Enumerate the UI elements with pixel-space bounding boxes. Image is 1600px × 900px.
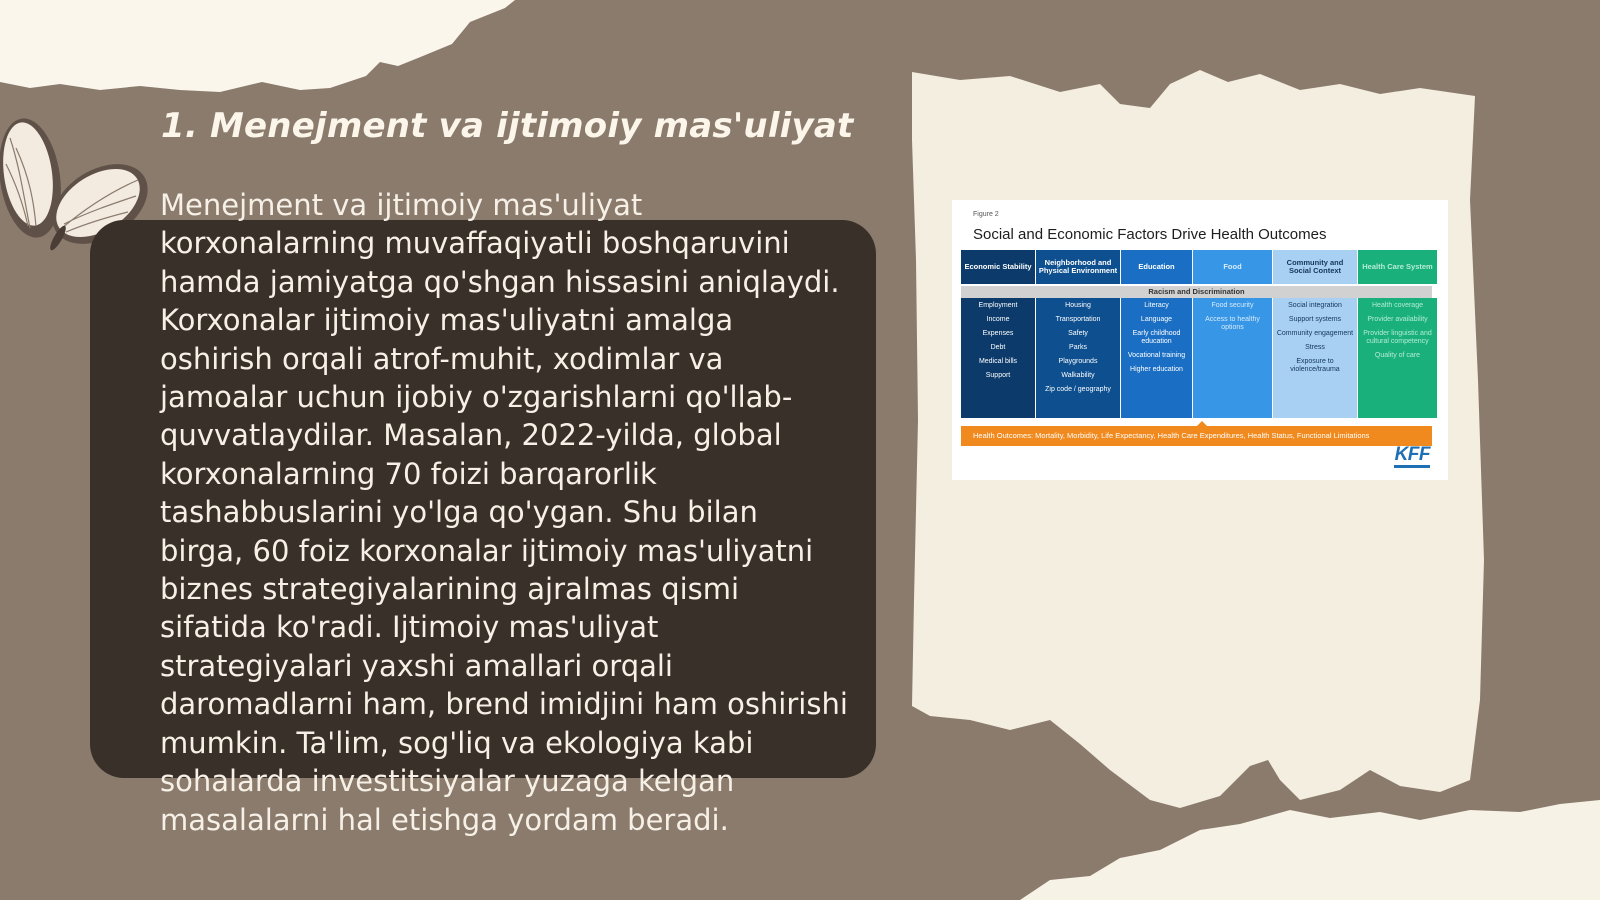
figure-column-item: Exposure to violence/trauma [1290,358,1340,374]
figure-column-item: Transportation [1055,316,1101,324]
kff-logo-underline [1394,465,1430,468]
figure-column-item: Stress [1305,344,1325,352]
figure-column-body [1036,298,1120,418]
figure-column-item: Safety [1068,330,1088,338]
slide-body-text: Menejment va ijtimoiy mas'uliyat korxonalarning muvaffaqiyatli boshqaruvini hamda jamiyatga qo'shgan hissasini aniqlaydi. Korxonalar ijtimoiy mas'uliyatni amalga oshirish orqali atrof-muhit, xodimlar va jamoalar uchun ijobiy o'zgarishlarni qo'llab-quvvatlaydilar. Masalan, 2022-yilda, global korxonalarning 70 foizi barqarorlik tashabbuslarini yo'lga qo'ygan. Shu bilan birga, 60 foiz korxonalar ijtimoiy mas'uliyatni biznes strategiyalarining ajralmas qismi sifatida ko'radi. Ijtimoiy mas'uliyat strategiyalari yaxshi amallari orqali daromadlarni ham, brend imidjini ham oshirishi mumkin. Ta'lim, sog'liq va ekologiya kabi sohalarda investitsiyalar yuzaga kelgan masalalarni hal etishga yordam beradi. [160,188,848,837]
racism-band: Racism and Discrimination [961,286,1432,298]
figure-column-item: Access to healthy options [1205,316,1260,332]
kff-logo: KFF [1394,444,1430,465]
figure-column-header: Health Care System [1358,250,1437,284]
figure-column-item: Social integration [1288,302,1342,309]
figure-column-body [1358,298,1437,418]
figure-column-item: Support [985,372,1011,380]
outcomes-bar: Health Outcomes: Mortality, Morbidity, Life Expectancy, Health Care Expenditures, Health Status, Functional Limitations [961,426,1432,446]
figure-column-item: Provider linguistic and cultural competency [1363,330,1432,346]
figure-column-item: Early childhood education [1132,330,1181,346]
figure-column-header: Food [1193,250,1272,284]
figure-column-item: Language [1140,316,1173,324]
figure-column-item: Playgrounds [1058,358,1098,366]
figure-column-item: Quality of care [1374,352,1421,360]
figure-card [952,200,1448,480]
figure-column-item: Support systems [1288,316,1342,324]
figure-column-body [1193,298,1272,418]
figure-column-item: Expenses [982,330,1014,338]
figure-column-item: Employment [978,302,1018,309]
figure-column-item: Health coverage [1372,302,1423,309]
figure-label: Figure 2 [973,211,999,218]
figure-column-item: Provider availability [1367,316,1428,324]
figure-column-body [1273,298,1357,418]
figure-column-item: Housing [1065,302,1091,309]
figure-column-item: Higher education [1130,366,1183,374]
figure-column-item: Medical bills [978,358,1018,366]
slide-title: 1. Menejment va ijtimoiy mas'uliyat [161,106,854,146]
figure-column-item: Zip code / geography [1045,386,1111,394]
figure-column-header: Neighborhood and Physical Environment [1036,250,1120,284]
figure-grid [961,250,1432,418]
figure-column-item: Literacy [1144,302,1169,309]
figure-column-body [961,298,1035,418]
figure-column-item: Income [986,316,1010,324]
figure-column-item: Parks [1069,344,1087,352]
figure-column-header: Education [1121,250,1192,284]
figure-column-body [1121,298,1192,418]
figure-column-item: Food security [1211,302,1254,309]
figure-column-header: Community and Social Context [1273,250,1357,284]
figure-column-item: Vocational training [1127,352,1186,360]
figure-column-item: Walkability [1061,372,1095,380]
figure-column-item: Debt [990,344,1006,352]
figure-title: Social and Economic Factors Drive Health Outcomes [973,226,1327,243]
figure-column-header: Economic Stability [961,250,1035,284]
figure-column-item: Community engagement [1276,330,1354,338]
